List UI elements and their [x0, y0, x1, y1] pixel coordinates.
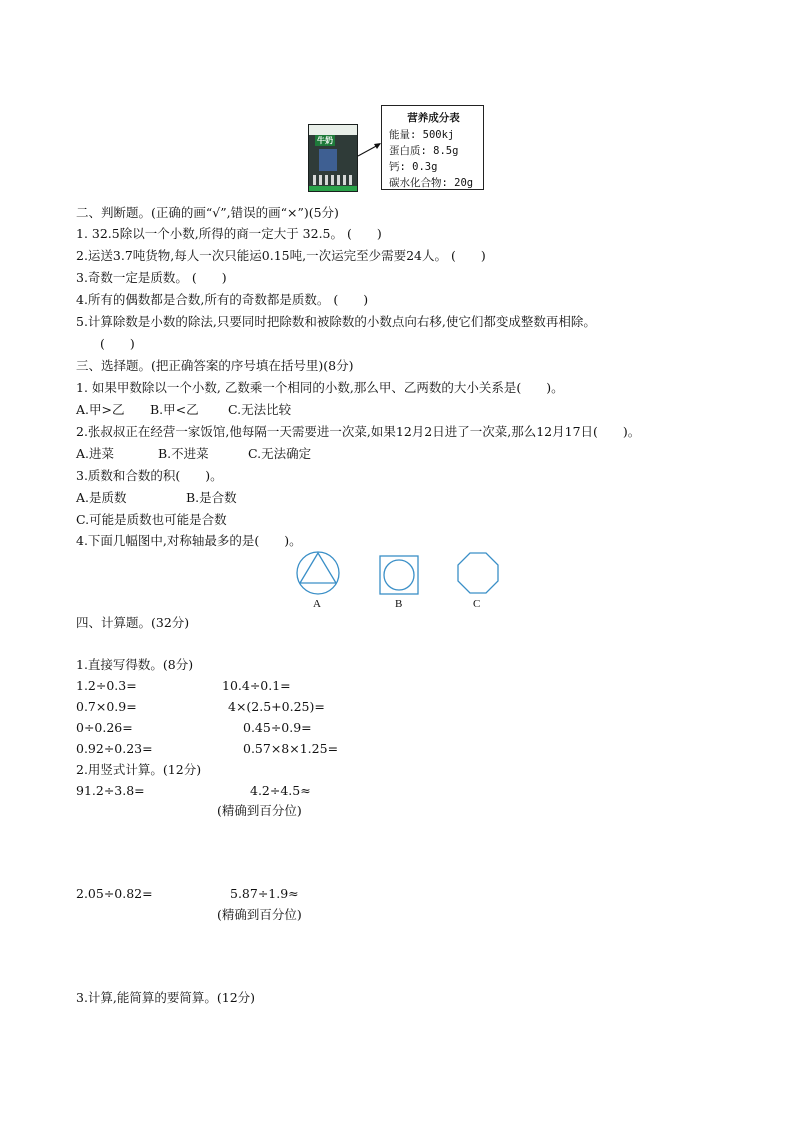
nutrition-row: 钙: 0.3g — [389, 161, 438, 173]
calc-item: 1.2÷0.3= — [76, 678, 137, 693]
option: B.甲<乙 — [150, 402, 199, 417]
choice-question-1: 1. 如果甲数除以一个小数, 乙数乘一个相同的小数,那么甲、乙两数的大小关系是( )。 — [76, 380, 564, 395]
option: C.无法确定 — [248, 446, 312, 461]
option: A.是质数 — [76, 490, 127, 505]
option: B.是合数 — [186, 490, 237, 505]
square-with-circle-figure — [379, 555, 419, 595]
option: C.无法比较 — [228, 402, 292, 417]
octagon-figure — [456, 551, 500, 595]
figure-label-c: C — [473, 598, 481, 610]
calc-item: 2.05÷0.82= — [76, 886, 153, 901]
judge-question-2: 2.运送3.7吨货物,每人一次只能运0.15吨,一次运完至少需要24人。 ( ) — [76, 248, 486, 263]
section4-heading: 四、计算题。(32分) — [76, 615, 190, 630]
direct-answer-title: 1.直接写得数。(8分) — [76, 657, 194, 672]
judge-question-4: 4.所有的偶数都是合数,所有的奇数都是质数。 ( ) — [76, 292, 369, 307]
judge-question-1: 1. 32.5除以一个小数,所得的商一定大于 32.5。 ( ) — [76, 226, 382, 241]
circle-with-triangle-figure — [295, 550, 341, 596]
option: C.可能是质数也可能是合数 — [76, 512, 227, 527]
vertical-calc-title: 2.用竖式计算。(12分) — [76, 762, 202, 777]
section3-heading: 三、选择题。(把正确答案的序号填在括号里)(8分) — [76, 358, 354, 373]
milk-carton-image — [308, 124, 358, 192]
nutrition-row: 蛋白质: 8.5g — [389, 145, 459, 157]
nutrition-row: 碳水化合物: 20g — [389, 177, 474, 189]
option: A.甲>乙 — [76, 402, 125, 417]
section2-heading: 二、判断题。(正确的画“√”,错误的画“×”)(5分) — [76, 205, 339, 220]
nutrition-table-title: 营养成分表 — [407, 112, 460, 124]
calc-item: 91.2÷3.8= — [76, 783, 145, 798]
figure-label-b: B — [395, 598, 403, 610]
precision-note: (精确到百分位) — [217, 803, 302, 818]
judge-question-3: 3.奇数一定是质数。 ( ) — [76, 270, 227, 285]
option: B.不进菜 — [158, 446, 209, 461]
choice-question-4: 4.下面几幅图中,对称轴最多的是( )。 — [76, 533, 302, 548]
nutrition-row: 能量: 500kj — [389, 129, 455, 141]
answer-blank[interactable]: ( ) — [100, 336, 135, 351]
calc-item: 5.87÷1.9≈ — [230, 886, 299, 901]
simplify-calc-title: 3.计算,能简算的要简算。(12分) — [76, 990, 256, 1005]
figure-label-a: A — [313, 598, 321, 610]
choice-question-2: 2.张叔叔正在经营一家饭馆,他每隔一天需要进一次菜,如果12月2日进了一次菜,那么12月17日( )。 — [76, 424, 641, 439]
calc-item: 0÷0.26= — [76, 720, 133, 735]
nutrition-table — [381, 105, 484, 190]
calc-item: 0.57×8×1.25= — [243, 741, 339, 756]
precision-note: (精确到百分位) — [217, 907, 302, 922]
calc-item: 0.7×0.9= — [76, 699, 137, 714]
calc-item: 4.2÷4.5≈ — [250, 783, 311, 798]
calc-item: 0.45÷0.9= — [243, 720, 312, 735]
calc-item: 0.92÷0.23= — [76, 741, 153, 756]
judge-question-5: 5.计算除数是小数的除法,只要同时把除数和被除数的小数点向右移,使它们都变成整数再相除。 — [76, 314, 596, 329]
milk-label: 牛奶 — [317, 135, 333, 145]
arrow-icon — [356, 140, 384, 160]
choice-question-3: 3.质数和合数的积( )。 — [76, 468, 223, 483]
option: A.进菜 — [76, 446, 115, 461]
calc-item: 10.4÷0.1= — [222, 678, 291, 693]
calc-item: 4×(2.5+0.25)= — [228, 699, 325, 714]
